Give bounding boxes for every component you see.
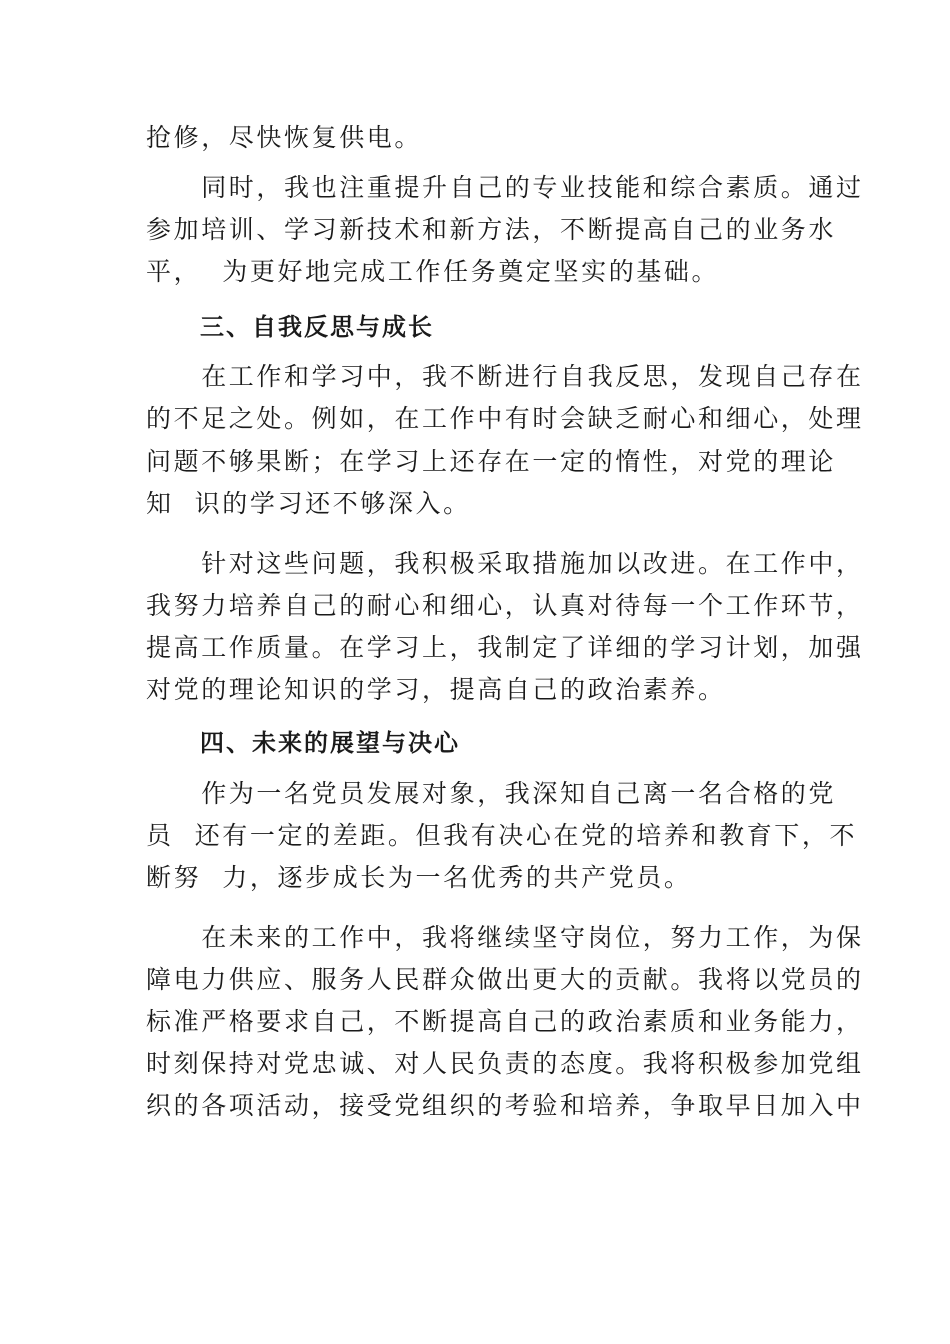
text-line: 抢修，尽快恢复供电。 xyxy=(146,123,423,152)
text-line: 对党的理论知识的学习，提高自己的政治素养。 xyxy=(146,675,726,704)
text-line: 断努 力，逐步成长为一名优秀的共产党员。 xyxy=(146,863,692,892)
text-line: 知 识的学习还不够深入。 xyxy=(146,489,471,518)
text-line: 标准严格要求自己，不断提高自己的政治素质和业务能力， xyxy=(146,1007,864,1036)
section-heading: 三、自我反思与成长 xyxy=(200,313,434,341)
text-line: 员 还有一定的差距。但我有决心在党的培养和教育下，不 xyxy=(146,821,858,850)
text-line: 参加培训、学习新技术和新方法，不断提高自己的业务水 xyxy=(146,215,837,244)
text-line: 我努力培养自己的耐心和细心，认真对待每一个工作环节， xyxy=(146,591,864,620)
text-line: 在工作和学习中，我不断进行自我反思，发现自己存在 xyxy=(146,362,864,391)
text-line: 平， 为更好地完成工作任务奠定坚实的基础。 xyxy=(146,257,720,286)
text-line: 织的各项活动，接受党组织的考验和培养，争取早日加入中 xyxy=(146,1091,864,1120)
text-line: 在未来的工作中，我将继续坚守岗位，努力工作，为保 xyxy=(146,923,864,952)
text-line: 作为一名党员发展对象，我深知自己离一名合格的党 xyxy=(146,779,837,808)
text-line: 同时，我也注重提升自己的专业技能和综合素质。通过 xyxy=(146,173,864,202)
text-line: 针对这些问题，我积极采取措施加以改进。在工作中， xyxy=(146,549,864,578)
text-line: 提高工作质量。在学习上，我制定了详细的学习计划，加强 xyxy=(146,633,864,662)
text-line: 障电力供应、服务人民群众做出更大的贡献。我将以党员的 xyxy=(146,965,864,994)
section-heading: 四、未来的展望与决心 xyxy=(200,729,460,757)
text-line: 时刻保持对党忠诚、对人民负责的态度。我将积极参加党组 xyxy=(146,1049,864,1078)
text-line: 问题不够果断；在学习上还存在一定的惰性，对党的理论 xyxy=(146,447,837,476)
text-line: 的不足之处。例如，在工作中有时会缺乏耐心和细心，处理 xyxy=(146,404,864,433)
